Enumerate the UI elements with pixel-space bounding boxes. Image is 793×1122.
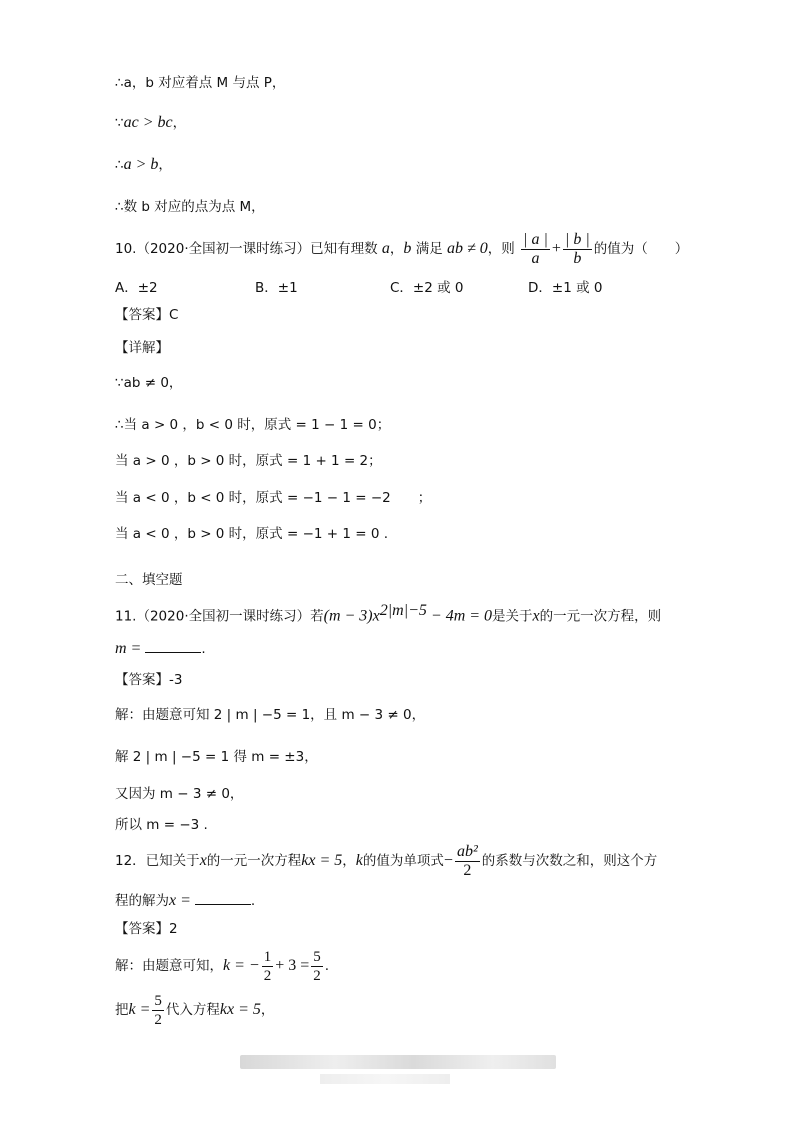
- text: 程的解为: [115, 893, 169, 909]
- text: ，则: [487, 241, 515, 257]
- text: 是关于: [492, 608, 533, 625]
- eq-rest: − 4m = 0: [426, 607, 493, 625]
- q11-sol-3: 又因为 m − 3 ≠ 0，: [115, 786, 244, 802]
- text: 解：由题意可知，: [115, 958, 223, 974]
- punct: .: [324, 958, 330, 974]
- because-symbol: ∵: [115, 115, 124, 131]
- k-equals: k = −: [223, 957, 260, 974]
- condition: ab ≠ 0: [447, 240, 488, 257]
- var-b: b: [403, 240, 412, 257]
- option-b: B．±1: [255, 280, 298, 296]
- var-x: x: [199, 852, 207, 869]
- q10-step-3: 当 a > 0 ，b > 0 时，原式 = 1 + 1 = 2；: [115, 453, 382, 469]
- frac-den: 2: [263, 967, 272, 984]
- q10-answer: 【答案】C: [115, 307, 179, 323]
- frac-den: 2: [463, 861, 472, 879]
- punct: .: [250, 893, 256, 909]
- text: 的一元一次方程，则: [539, 608, 662, 625]
- option-c: C．±2 或 0: [390, 280, 464, 296]
- frac-num: 5: [154, 992, 162, 1009]
- var-x: x: [532, 607, 540, 625]
- punct: ，: [389, 241, 404, 257]
- line-4: ∴数 b 对应的点为点 M，: [115, 199, 265, 215]
- frac-den: 2: [154, 1011, 162, 1028]
- section-title: 二、填空题: [115, 572, 183, 588]
- eq-base: (m − 3)x: [323, 607, 380, 625]
- text: 把: [115, 1002, 129, 1018]
- line-3: [115, 156, 172, 174]
- plus-sign: +: [551, 240, 561, 257]
- option-d: D．±1 或 0: [528, 280, 603, 296]
- frac-num: ab²: [456, 842, 478, 860]
- therefore-symbol: ∴: [115, 157, 124, 173]
- q12-answer: 【答案】2: [115, 921, 178, 937]
- q10-step-5: 当 a < 0 ，b > 0 时，原式 = −1 + 1 = 0 .: [115, 526, 389, 542]
- text: 满足: [411, 241, 448, 257]
- k-equals: k =: [128, 1001, 151, 1018]
- text: 的系数与次数之和，则这个方: [481, 853, 658, 869]
- frac-den: b: [573, 249, 582, 267]
- text: 的一元一次方程: [206, 853, 302, 869]
- blurred-watermark-sub: [320, 1074, 450, 1084]
- q11-answer: 【答案】-3: [115, 672, 183, 688]
- q12-prefix: 12．已知关于: [115, 853, 200, 869]
- equation: kx = 5: [301, 852, 343, 869]
- equation: kx = 5: [219, 1001, 261, 1018]
- punct: ，: [260, 1002, 275, 1018]
- q12-sol-1: [115, 946, 329, 986]
- q10-stem: [115, 230, 688, 268]
- fraction-five-halves: [311, 948, 323, 985]
- var-k: k: [355, 852, 363, 869]
- q11-sol-4: 所以 m = −3 .: [115, 817, 208, 833]
- q11-stem: [115, 602, 661, 626]
- q10-step-4: 当 a < 0 ，b < 0 时，原式 = −1 − 1 = −2 ；: [115, 490, 432, 506]
- math: + 3 =: [275, 957, 310, 974]
- frac-den: a: [531, 249, 540, 267]
- q11-prefix: 11.（2020·全国初一课时练习）若: [115, 608, 324, 625]
- line-2: [115, 114, 186, 132]
- fraction-abs-b: [563, 231, 592, 268]
- answer-blank: [145, 638, 201, 653]
- q10-detail-title: 【详解】: [115, 340, 169, 356]
- q11-sol-1: 解：由题意可知 2 | m | −5 = 1，且 m − 3 ≠ 0，: [115, 707, 426, 723]
- q12-stem: [115, 842, 657, 880]
- fraction-five-halves: [152, 992, 164, 1029]
- line-1: ∴a，b 对应着点 M 与点 P，: [115, 75, 286, 91]
- frac-den: 2: [313, 967, 321, 984]
- q10-suffix: 的值为（ ）: [593, 241, 689, 257]
- answer-blank: [195, 890, 251, 905]
- q10-prefix: 10.（2020·全国初一课时练习）已知有理数: [115, 241, 378, 257]
- q10-step-1: ∵ab ≠ 0，: [115, 375, 183, 391]
- frac-num: 1: [263, 948, 272, 965]
- frac-num: | b |: [564, 230, 590, 248]
- option-a: A．±2: [115, 280, 158, 296]
- frac-num: 5: [313, 948, 321, 965]
- q11-sol-2: 解 2 | m | −5 = 1 得 m = ±3，: [115, 749, 318, 765]
- q10-step-2: ∴当 a > 0 ，b < 0 时，原式 = 1 − 1 = 0；: [115, 417, 391, 433]
- fraction-abs-a: [521, 231, 550, 268]
- punct: ，: [172, 115, 187, 131]
- eq-exponent: 2|m|−5: [379, 602, 427, 619]
- fraction-half: [262, 948, 274, 985]
- math-inequality: a > b: [123, 156, 159, 173]
- punct: ，: [342, 853, 356, 869]
- text: 的值为单项式: [362, 853, 444, 869]
- x-equals: x =: [169, 892, 195, 909]
- punct: .: [201, 641, 206, 657]
- math-inequality: ac > bc: [123, 114, 173, 131]
- monomial-fraction: [455, 843, 480, 880]
- punct: ，: [158, 157, 172, 173]
- q11-blank-line: [115, 638, 206, 658]
- q12-sol-2: [115, 990, 274, 1030]
- minus-sign: −: [443, 852, 453, 869]
- m-equals: m =: [115, 640, 146, 657]
- blurred-watermark: [240, 1055, 556, 1069]
- q12-blank-line: [115, 890, 255, 910]
- var-a: a: [381, 240, 390, 257]
- text: 代入方程: [165, 1002, 220, 1018]
- frac-num: | a |: [523, 230, 548, 248]
